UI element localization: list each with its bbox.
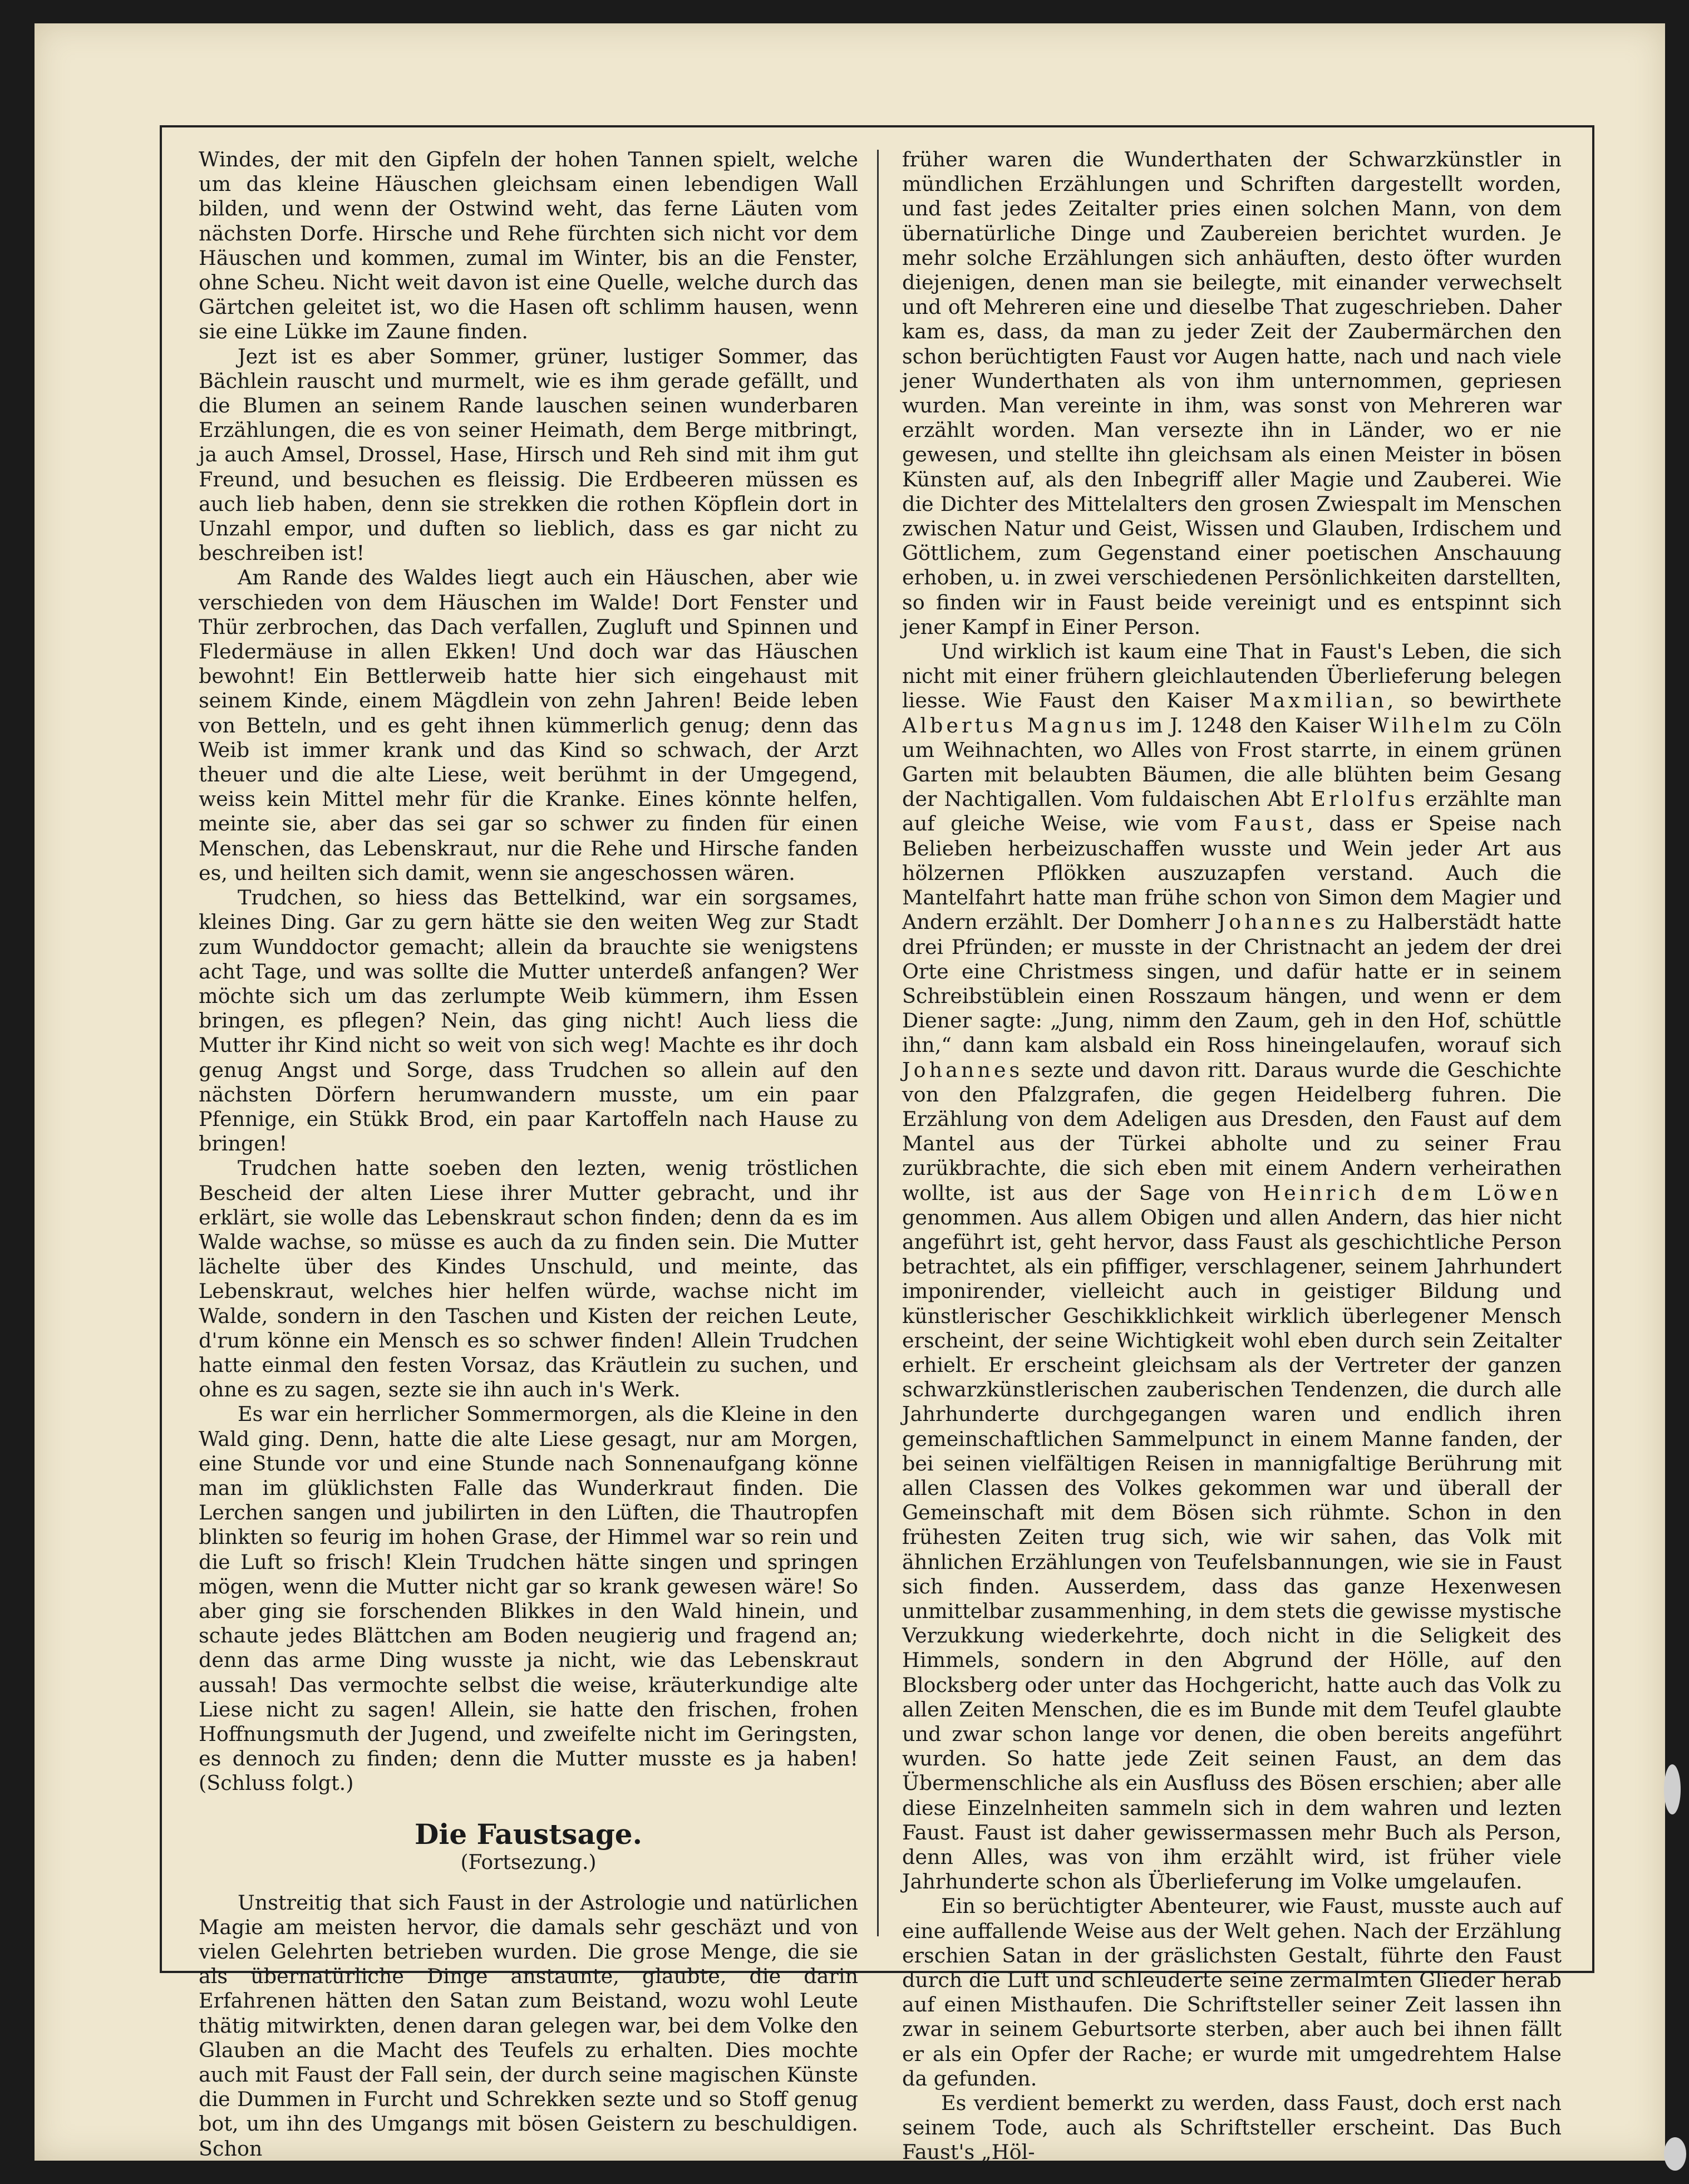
story-paragraph-4: Trudchen, so hiess das Bettelkind, war ein sorgsames, kleines Ding. Gar zu gern hätte sie den weiten Weg zur Stadt zum Wunddoctor gemacht; allein da brauchte sie wenigstens acht Tage, und was sollte die Mutter unterdeß anfangen? Wer möchte sich um das zerlumpte Weib kümmern, ihm Essen bringen, es pflegen? Nein, das ging nicht! Auch liess die Mutter ihr Kind nicht so weit von sich weg! Machte es ihr doch genug Angst und Sorge, dass Trudchen so allein auf den nächsten Dörfern herumwandern musste, um ein paar Pfennige, ein Stükk Brod, ein paar Kartoffeln nach Hause zu bringen!: [199, 886, 858, 1156]
left-column: [199, 147, 858, 2161]
name-albertus-magnus: Albertus Magnus: [902, 713, 1130, 737]
scan-edge-dot: [1664, 2137, 1686, 2171]
text-run: Und wirklich ist kaum eine That in Faust's Leben, die sich nicht mit einer frühern gleichlautenden Überlieferung belegen liesse. Wie Faust den Kaiser: [902, 640, 1562, 713]
story-paragraph-1: Windes, der mit den Gipfeln der hohen Tannen spielt, welche um das kleine Häuschen gleichsam einen lebendigen Wall bilden, und wenn der Ostwind weht, das ferne Läuten vom nächsten Dorfe. Hirsche und Rehe fürchten sich nicht vor dem Häuschen und kommen, zumal im Winter, bis an die Fenster, ohne Scheu. Nicht weit davon ist eine Quelle, welche durch das Gärtchen geleitet ist, wo die Hasen oft schlimm hausen, wenn sie eine Lükke im Zaune finden.: [199, 147, 858, 344]
text-run: im J. 1248 den Kaiser: [1129, 713, 1368, 737]
name-heinrich-dem-loewen: Heinrich dem Löwen: [1263, 1180, 1562, 1205]
article-subtitle: (Fortsezung.): [460, 1851, 597, 1874]
story-paragraph-5: Trudchen hatte soeben den lezten, wenig tröstlichen Bescheid der alten Liese ihrer Mutter gebracht, und ihr erklärt, sie wolle das Lebenskraut schon finden; denn da es im Walde wachse, so müsse es auch da zu finden sein. Die Mutter lächelte über des Kindes Unschuld, und meinte, das Lebenskraut, welches hier helfen würde, wachse nicht im Walde, sondern in den Taschen und Kisten der reichen Leute, d'rum könne ein Mensch es so schwer finden! Allein Trudchen hatte einmal den festen Vorsaz, das Kräutlein zu suchen, und ohne es zu sagen, sezte sie ihn auch in's Werk.: [199, 1156, 858, 1402]
name-wilhelm: Wilhelm: [1368, 713, 1476, 737]
text-run: sezte und davon ritt. Daraus wurde die Geschichte von den Pfalzgrafen, die gegen Heidelberg fuhren. Die Erzählung von dem Adeligen aus Dresden, den Faust auf dem Mantel aus der Türkei abholte und zu seiner Frau zurükbrachte, die sich eben mit einem Andern verheirathen wollte, ist aus der Sage von: [902, 1057, 1562, 1205]
name-erlolfus: Erlolfus: [1311, 787, 1419, 811]
faust-paragraph-5: Es verdient bemerkt zu werden, dass Faust, doch erst nach seinem Tode, auch als Schriftsteller erscheint. Das Buch Faust's „Höl-: [902, 2091, 1562, 2165]
text-run: , so bewirthete: [1387, 688, 1562, 713]
name-johannes: Johannes: [1217, 910, 1338, 934]
page-frame: [160, 125, 1594, 2165]
faust-paragraph-1: Unstreitig that sich Faust in der Astrologie und natürlichen Magie am meisten hervor, die damals sehr geschäzt und von vielen Gelehrten betrieben wurden. Die grose Menge, die sie als übernatürliche Dinge anstaunte, glaubte, die darin Erfahrenen hätten den Satan zum Beistand, wozu wohl Leute thätig mitwirkten, denen daran gelegen war, bei dem Volke den Glauben an die Macht des Teufels zu erhalten. Dies mochte auch mit Faust der Fall sein, der durch seine magischen Künste die Dummen in Furcht und Schrekken sezte und so Stoff genug bot, um ihn des Umgangs mit bösen Geistern zu beschuldigen. Schon: [199, 1890, 858, 2161]
story-paragraph-3: Am Rande des Waldes liegt auch ein Häuschen, aber wie verschieden von dem Häuschen im Walde! Dort Fenster und Thür zerbrochen, das Dach verfallen, Zugluft und Spinnen und Fledermäuse in allen Ekken! Und doch war das Häuschen bewohnt! Ein Bettlerweib hatte hier sich eingehaust mit seinem Kinde, einem Mägdlein von zehn Jahren! Beide leben von Betteln, und es geht ihnen kümmerlich genug; denn das Weib ist immer krank und das Kind so schwach, der Arzt theuer und die alte Liese, weit berühmt in der Umgegend, weiss kein Mittel mehr für die Kranke. Eines könnte helfen, meinte sie, aber das sei gar so schwer zu finden für einen Menschen, das Lebenskraut, nur die Rehe und Hirsche fanden es, und heilten sich damit, wenn sie angeschossen wären.: [199, 565, 858, 885]
text-run: erzählte man auf gleiche Weise, wie vom: [902, 787, 1562, 836]
name-johannes-2: Johannes: [902, 1057, 1023, 1082]
article-title: Die Faustsage.: [414, 1817, 643, 1851]
text-run: , dass er Speise nach Belieben herbeizuschaffen wusste und Wein jeder Art aus hölzernen Pflökken auszuzapfen verstand. Auch die Mantelfahrt hatte man frühe schon von Simon dem Magier und Andern erzählt. Der Domherr: [902, 811, 1562, 934]
column-divider: [877, 150, 879, 1936]
name-faust: Faust: [1233, 811, 1307, 836]
name-maxmilian: Maxmilian: [1249, 688, 1387, 713]
scan-edge-dot: [1664, 1764, 1681, 1814]
faust-paragraph-3: [902, 640, 1562, 1894]
story-paragraph-6: Es war ein herrlicher Sommermorgen, als die Kleine in den Wald ging. Denn, hatte die alte Liese gesagt, nur am Morgen, eine Stunde vor und eine Stunde nach Sonnenaufgang könne man im glüklichsten Falle das Wunderkraut finden. Die Lerchen sangen und jubilirten in den Lüften, die Thautropfen blinkten so feurig im hohen Grase, der Himmel war so rein und die Luft so frisch! Klein Trudchen hätte singen und springen mögen, wenn die Mutter nicht gar so krank gewesen wäre! So aber ging sie forschenden Blikkes in den Wald hinein, und schaute jedes Blättchen am Boden neugierig und fragend an; denn das arme Ding wusste ja nicht, wie das Lebenskraut aussah! Das vermochte selbst die weise, kräuterkundige alte Liese nicht zu sagen! Allein, sie hatte den frischen, frohen Hoffnungsmuth der Jugend, und zweifelte nicht im Geringsten, es dennoch zu finden; denn die Mutter musste es ja haben! (Schluss folgt.): [199, 1402, 858, 1796]
right-column: [902, 147, 1562, 2165]
faust-paragraph-2: früher waren die Wunderthaten der Schwarzkünstler in mündlichen Erzählungen und Schriften dargestellt worden, und fast jedes Zeitalter pries einen solchen Mann, von dem übernatürliche Dinge und Zaubereien berichtet wurden. Je mehr solche Erzählungen sich anhäuften, desto öfter wurden diejenigen, denen man sie beilegte, mit einander verwechselt und oft Mehreren eine und dieselbe That zugeschrieben. Daher kam es, dass, da man zu jeder Zeit der Zaubermärchen den schon berüchtigten Faust vor Augen hatte, nach und nach viele jener Wunderthaten als von ihm unternommen, gepriesen wurden. Man vereinte in ihm, was sonst von Mehreren war erzählt worden. Man versezte ihn in Länder, wo er nie gewesen, und stellte ihn gleichsam als einen Meister in bösen Künsten auf, als den Inbegriff aller Magie und Zauberei. Wie die Dichter des Mittelalters den grosen Zwiespalt im Menschen zwischen Natur und Geist, Wissen und Glauben, Irdischem und Göttlichem, zum Gegenstand einer poetischen Anschauung erhoben, u. in zwei verschiedenen Persönlichkeiten darstellten, so finden wir in Faust beide vereinigt und es entspinnt sich jener Kampf in Einer Person.: [902, 147, 1562, 639]
text-run: zu Cöln um Weihnachten, wo Alles von Frost starrte, in einem grünen Garten mit belaubten Bäumen, die alle blühten beim Gesang der Nachtigallen. Vom fuldaischen Abt: [902, 713, 1562, 811]
story-paragraph-2: Jezt ist es aber Sommer, grüner, lustiger Sommer, das Bächlein rauscht und murmelt, wie es ihm gerade gefällt, und die Blumen an seinem Rande lauschen seinen wunderbaren Erzählungen, die es von seiner Heimath, dem Berge mitbringt, ja auch Amsel, Drossel, Hase, Hirsch und Reh sind mit ihm gut Freund, und besuchen es fleissig. Die Erdbeeren müssen es auch lieb haben, denn sie strekken die rothen Köpflein dort in Unzahl empor, und duften so lieblich, dass es gar nicht zu beschreiben ist!: [199, 344, 858, 565]
text-run: genommen. Aus allem Obigen und allen Andern, das hier nicht angeführt ist, geht hervor, dass Faust als geschichtliche Person betrachtet, als ein pfiffiger, verschlagener, seinem Jahrhundert imponirender, vielleicht auch in geistiger Bildung und künstlerischer Geschikklichkeit wirklich überlegener Mensch erscheint, der seine Wichtigkeit wohl eben durch sein Zeitalter erhielt. Er erscheint gleichsam als der Vertreter der ganzen schwarzkünstlerischen zauberischen Tendenzen, die durch alle Jahrhunderte durchgegangen waren und endlich ihren gemeinschaftlichen Sammelpunct in einem Manne fanden, der bei seinen vielfältigen Reisen in mannigfaltige Berührung mit allen Classen des Volkes gekommen war und überall der Gemeinschaft mit dem Bösen sich rühmte. Schon in den frühesten Zeiten trug sich, wie wir sahen, das Volk mit ähnlichen Erzählungen von Teufelsbannungen, wie sie in Faust sich finden. Ausserdem, dass das ganze Hexenwesen unmittelbar zusammenhing, in dem stets die gewisse mystische Verzukkung wiederkehrte, doch nicht in die Seligkeit des Himmels, sondern in den Abgrund der Hölle, auf den Blocksberg oder unter das Hochgericht, hatte auch das Volk zu allen Zeiten Menschen, die es im Bunde mit dem Teufel glaubte und zwar schon lange vor denen, die oben bereits angeführt wurden. So hatte jede Zeit seinen Faust, an dem das Übermenschliche als ein Ausfluss des Bösen erschien; aber alle diese Einzelnheiten sammeln sich in dem wahren und lezten Faust. Faust ist daher gewissermassen mehr Buch als Person, denn Alles, was von ihm erzählt wird, ist früher viele Jahrhunderte schon als Überlieferung im Volke umgelaufen.: [902, 1205, 1562, 1894]
newspaper-page: [35, 23, 1665, 2165]
text-run: zu Halberstädt hatte drei Pfründen; er musste in der Christnacht an jedem der drei Orte eine Christmess singen, und dafür hatte er in seinem Schreibstüblein einen Rosszaum hängen, und wenn er dem Diener sagte: „Jung, nimm den Zaum, geh in den Hof, schüttle ihn,“ dann kam alsbald ein Ross hineingelaufen, worauf sich: [902, 910, 1562, 1057]
faust-paragraph-4: Ein so berüchtigter Abenteurer, wie Faust, musste auch auf eine auffallende Weise aus der Welt gehen. Nach der Erzählung erschien Satan in der gräslichsten Gestalt, führte den Faust durch die Luft und schleuderte seine zermalmten Glieder herab auf einen Misthaufen. Die Schriftsteller seiner Zeit lassen ihn zwar in seinem Geburtsorte sterben, aber auch bei ihnen fällt er als ein Opfer der Rache; er wurde mit umgedrehtem Halse da gefunden.: [902, 1894, 1562, 2090]
